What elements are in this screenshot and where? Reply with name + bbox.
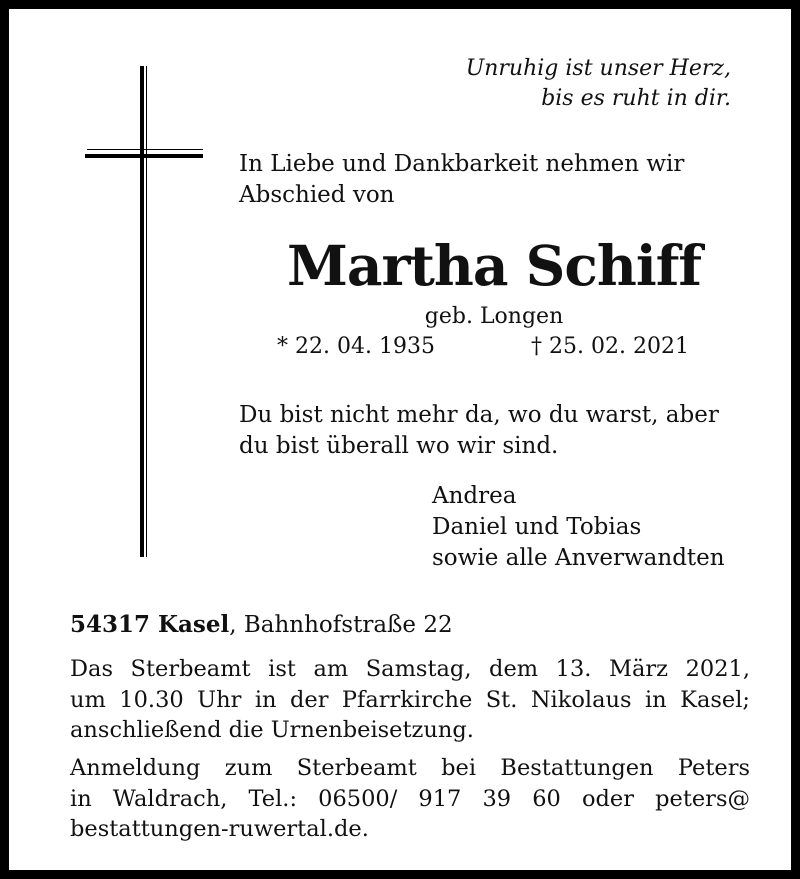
mourner: sowie alle Anverwandten (432, 545, 725, 571)
service-line: Das Sterbeamt ist am Samstag, dem 13. März 2021, (70, 656, 750, 682)
cross-icon-shadow-horizontal (87, 149, 203, 150)
mourner: Daniel und Tobias (432, 514, 642, 540)
motto-line: Unruhig ist unser Herz, (465, 56, 731, 81)
contact-line: Anmeldung zum Sterbeamt bei Bestattungen Peters (70, 755, 750, 781)
service-details (70, 654, 750, 746)
intro-line: In Liebe und Dankbarkeit nehmen wir (239, 151, 685, 177)
birth-date: * 22. 04. 1935 (277, 334, 435, 359)
death-date: † 25. 02. 2021 (531, 334, 689, 359)
intro-text (239, 149, 684, 211)
service-line: anschließend die Urnenbeisetzung. (70, 717, 474, 743)
contact-line: bestattungen-ruwertal.de. (70, 816, 369, 842)
maiden-name: geb. Longen (424, 304, 564, 329)
mourner: Andrea (432, 483, 517, 509)
contact-line: in Waldrach, Tel.: 06500/ 917 39 60 oder peters@ (70, 785, 750, 812)
cross-icon-bar (85, 154, 203, 158)
intro-line: Abschied von (239, 182, 395, 208)
motto-line: bis es ruht in dir. (541, 86, 731, 111)
address-city: 54317 Kasel (70, 611, 230, 638)
verse-line: Du bist nicht mehr da, wo du warst, aber (239, 402, 719, 428)
verse-line: du bist überall wo wir sind. (239, 433, 559, 459)
deceased-name: Martha Schiff (286, 233, 702, 298)
cross-icon-shadow-vertical (146, 66, 147, 557)
verse (239, 400, 719, 462)
address (70, 609, 453, 641)
motto (466, 54, 731, 114)
address-street: , Bahnhofstraße 22 (229, 612, 453, 638)
cross-icon (140, 66, 144, 557)
contact-details (70, 753, 750, 845)
mourners-list (432, 481, 725, 574)
service-line: um 10.30 Uhr in der Pfarrkirche St. Nikolaus in Kasel; (70, 686, 750, 713)
